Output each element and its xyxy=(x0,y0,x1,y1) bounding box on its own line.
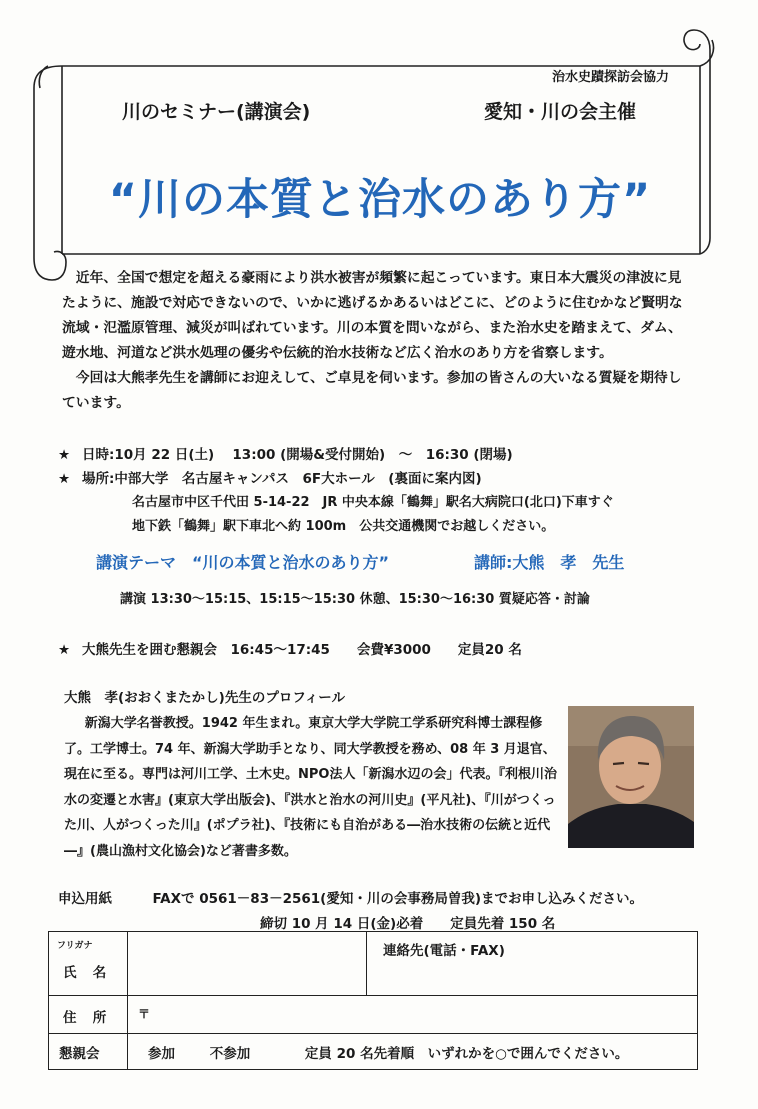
lecture-schedule: 講演 13:30～15:15、15:15～15:30 休憩、15:30～16:30 質疑応答・討論 xyxy=(120,592,590,607)
party-text: 大熊先生を囲む懇親会 16:45～17:45 会費¥3000 定員20 名 xyxy=(82,642,522,658)
intro-paragraph-2: 今回は大熊孝先生を講師にお迎えして、ご卓見を伺います。参加の皆さんの大いなる質疑を期待しています。 xyxy=(62,370,682,411)
name-label-cell xyxy=(49,932,128,996)
address-label-cell xyxy=(49,996,128,1034)
application-instructions: 申込用紙 FAXで 0561－83－2561(愛知・川の会事務局曽我)までお申し込みください。 xyxy=(58,891,644,907)
postal-mark: 〒 xyxy=(138,1007,151,1021)
access-text: 地下鉄「鶴舞」駅下車北へ約 100m 公共交通機関でお越しください。 xyxy=(132,519,555,534)
furigana-label: フリガナ xyxy=(57,941,93,951)
application-form xyxy=(48,931,698,1070)
name-label: 氏名 xyxy=(63,965,123,981)
contact-field[interactable] xyxy=(367,932,698,996)
party-choice-cell xyxy=(128,1034,698,1070)
application-deadline: 締切 10 月 14 日(金)必着 定員先着 150 名 xyxy=(260,916,556,932)
party-label-cell xyxy=(49,1034,128,1070)
seminar-subtitle: 川のセミナー(講演会) xyxy=(122,101,311,123)
star-bullet: ★ xyxy=(58,471,71,487)
portrait-image xyxy=(568,706,694,848)
not-attend-option[interactable]: 不参加 xyxy=(209,1046,251,1062)
venue-row xyxy=(58,467,482,487)
star-bullet: ★ xyxy=(58,642,71,658)
intro-paragraph-1: 近年、全国で想定を超える豪雨により洪水被害が頻繁に起こっています。東日本大震災の津波に見たように、施設で対応できないので、いかに逃げるかあるいはどこに、どのように住むかなど賢明な流域・氾濫原管理、減災が叫ばれています。川の本質を問いながら、また治水史を踏まえて、ダム、遊水地、河道など洪水処理の優劣や伝統的治水技術など広く治水のあり方を省察します。 xyxy=(62,270,683,361)
party-note: 定員 20 名先着順 いずれかを○で囲んでください。 xyxy=(304,1046,629,1062)
star-bullet: ★ xyxy=(58,447,71,463)
datetime-text: 日時:10月 22 日(土) 13:00 (開場&受付開始) ～ 16:30 (閉場) xyxy=(82,447,513,463)
contact-label: 連絡先(電話・FAX) xyxy=(383,943,505,959)
profile-text: 新潟大学名誉教授。1942 年生まれ。東京大学大学院工学系研究科博士課程修了。工学博士。74 年、新潟大学助手となり、同大学教授を務め、08 年 3 月退官、現在に至る。専門は河川工学、土木史。NPO法人「新潟水辺の会」代表。『利根川治水の変遷と水害』(東京大学出版会)、『洪水と治水の河川史』(平凡社)、『川がつくった川、人がつくった川』(ポプラ社)、『技術にも自治がある―治水技術の伝統と近代―』(農山漁村文化協会)など著書多数。 xyxy=(64,716,557,859)
address-text: 名古屋市中区千代田 5-14-22 JR 中央本線「鶴舞」駅名大病院口(北口)下車すぐ xyxy=(132,495,614,510)
address-label: 住所 xyxy=(63,1010,123,1026)
lecturer-photo xyxy=(568,706,694,848)
supporter-text: 治水史蹟探訪会協力 xyxy=(552,70,670,85)
main-title: “川の本質と治水のあり方” xyxy=(108,175,652,225)
profile-title: 大熊 孝(おおくまたかし)先生のプロフィール xyxy=(64,690,345,706)
party-label: 懇親会 xyxy=(59,1046,100,1062)
lecture-theme: 講演テーマ “川の本質と治水のあり方” xyxy=(96,553,390,572)
organizer-text: 愛知・川の会主催 xyxy=(484,101,637,123)
lecturer-name: 講師:大熊 孝 先生 xyxy=(474,553,625,572)
datetime-row xyxy=(58,443,513,463)
name-field[interactable] xyxy=(128,932,367,996)
attend-option[interactable]: 参加 xyxy=(148,1046,175,1062)
address-field[interactable] xyxy=(128,996,698,1034)
intro-text xyxy=(62,266,692,416)
party-row xyxy=(58,638,522,658)
scroll-banner-frame xyxy=(0,0,758,290)
venue-text: 場所:中部大学 名古屋キャンパス 6F大ホール (裏面に案内図) xyxy=(82,471,482,487)
